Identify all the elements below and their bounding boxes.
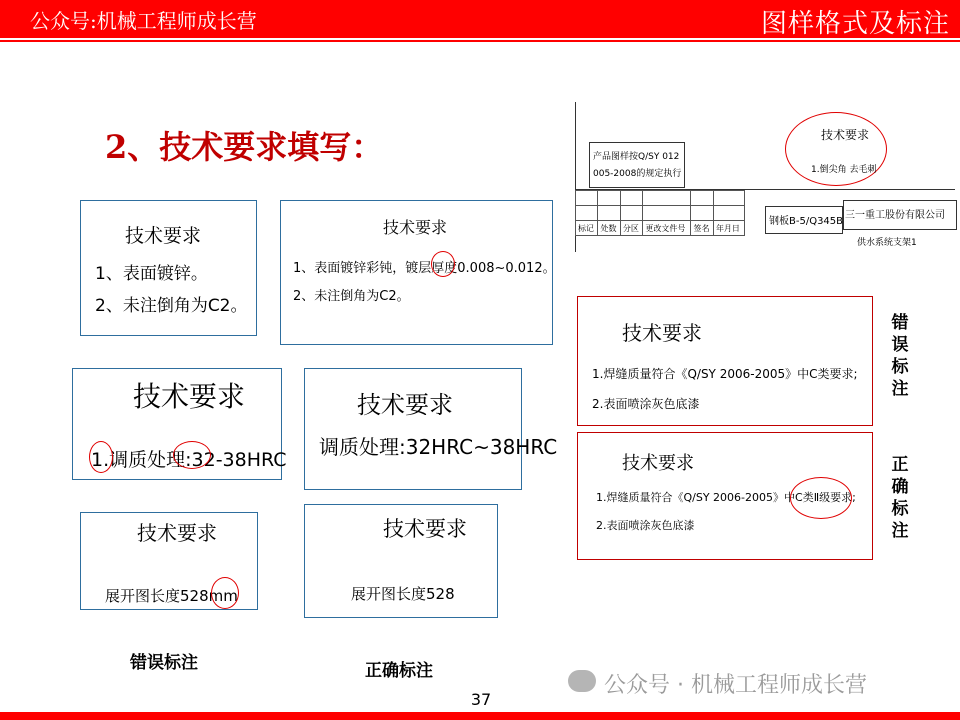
watermark: 公众号 · 机械工程师成长营: [604, 673, 867, 698]
box-heading: 技术要求: [622, 453, 694, 474]
box-heading: 技术要求: [622, 321, 702, 345]
tb-col: 签名: [691, 221, 713, 236]
slide-title: 2、技术要求填写：: [105, 128, 384, 166]
tb-col: 年月日: [713, 221, 744, 236]
box-line: 1.调质处理:32-38HRC: [91, 449, 287, 471]
highlight-circle: [790, 477, 852, 519]
box-line: 调质处理:32HRC~38HRC: [319, 435, 558, 459]
tb-col: 标记: [576, 221, 598, 236]
tb-req: 1.倒尖角 去毛刺: [811, 165, 877, 175]
page-number: 37: [470, 690, 492, 709]
caption-right: 正确标注: [365, 661, 433, 681]
error-circle: [173, 441, 211, 469]
right-example-box-3: [304, 504, 498, 618]
footer-bar: [0, 712, 960, 720]
wrong-example-box-3: [80, 512, 258, 610]
box-line: 1、表面镀锌彩钝，镀层厚度0.008~0.012。: [293, 261, 556, 276]
tb-grid: [575, 190, 745, 236]
right-example-box-1: [280, 200, 556, 345]
wrong-example-box-1: [80, 200, 257, 336]
box-heading: 技术要求: [357, 391, 453, 419]
wechat-icon: [568, 670, 596, 692]
box-line: 1.焊缝质量符合《Q/SY 2006-2005》中C类Ⅱ级要求;: [596, 491, 856, 504]
stamp-text: 产品图样按Q/SY 012: [593, 152, 680, 162]
box-line: 2、未注倒角为C2。: [293, 289, 410, 304]
box-heading: 技术要求: [125, 225, 202, 247]
box-heading: 技术要求: [383, 517, 467, 541]
title-block-drawing: [575, 102, 955, 252]
wrong-example-box-2: [72, 368, 287, 480]
tb-col: 处数: [598, 221, 620, 236]
tb-company: 三一重工股份有限公司: [845, 210, 945, 221]
side-caption-wrong: 错误标注: [891, 313, 909, 399]
box-line: 展开图长度528: [351, 585, 455, 603]
caption-wrong: 错误标注: [130, 653, 198, 673]
box-heading: 技术要求: [133, 380, 246, 413]
box-line: 2.表面喷涂灰色底漆: [596, 519, 695, 532]
error-circle: [89, 441, 113, 473]
error-circle: [211, 577, 239, 609]
box-heading: 技术要求: [137, 521, 217, 545]
box-line: 2、未注倒角为C2。: [95, 296, 248, 316]
header-topic: 图样格式及标注: [760, 9, 950, 39]
box-heading: 技术要求: [383, 218, 448, 237]
box-line: 展开图长度528mm: [105, 587, 238, 605]
tb-material: 钢板B-5/Q345B: [769, 216, 844, 227]
box-line: 1.焊缝质量符合《Q/SY 2006-2005》中C类要求;: [592, 367, 858, 381]
right-example-box-4: [577, 432, 873, 560]
tb-col: 更改文件号: [643, 221, 691, 236]
header-source: 公众号:机械工程师成长营: [30, 9, 257, 33]
box-line: 1、表面镀锌。: [95, 264, 208, 284]
header-divider: [0, 40, 960, 42]
wrong-example-box-4: [577, 296, 873, 426]
tb-part-name: 供水系统支架1: [857, 238, 917, 248]
tb-heading: 技术要求: [821, 128, 870, 142]
right-example-box-2: [304, 368, 558, 490]
tb-col: 分区: [620, 221, 642, 236]
box-line: 2.表面喷涂灰色底漆: [592, 397, 700, 411]
stamp-text: 005-2008的规定执行: [593, 169, 682, 179]
side-caption-right: 正确标注: [891, 455, 909, 541]
error-circle: [431, 251, 455, 277]
